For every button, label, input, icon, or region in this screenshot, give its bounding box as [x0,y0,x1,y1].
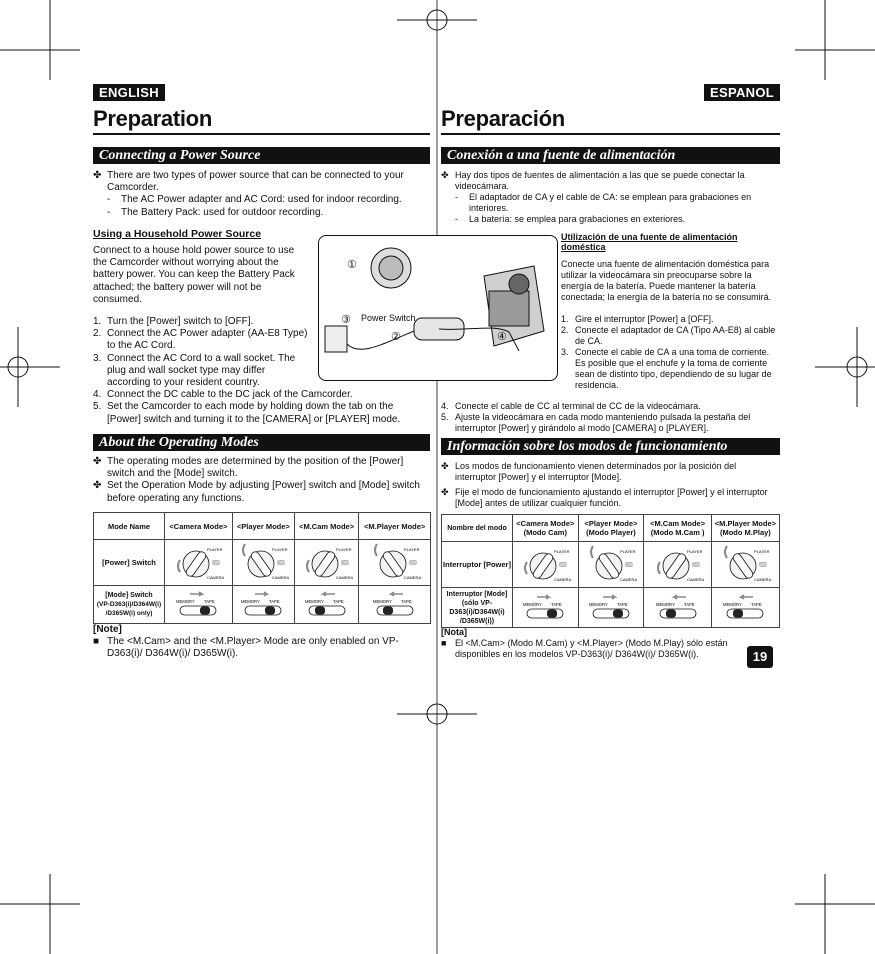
slider-graphic [369,590,421,618]
power-dial-icon [513,542,579,588]
dial-graphic [654,544,702,584]
slider-graphic [237,590,289,618]
table-header: Nombre del modo [442,515,513,542]
dial-label-camera: CAMERA [403,574,421,580]
note-label-english: [Note] [93,624,122,635]
steps-list-english: 1. Turn the [Power] switch to [OFF]. 2. Connect the AC Power adapter (AA-E8 Type) to the AC Cord. 3. Connect the AC Cord to a wall socket. The plug and wall socket type may differ according to your resident country. 4. Connect the DC cable to the DC jack of the Camcorder. 5. Set the Camcorder to each mode by holding down the tab on the [Power] switch and turning it to the [CAMERA] or [PLAYER] mode. [93,316,423,426]
dial-label-off: OFF [760,562,768,567]
slider-label-memory: MEMORY [655,601,675,607]
language-badge-english: ENGLISH [93,84,165,101]
bullet-icon: ✤ [93,456,102,467]
slider-label-memory: MEMORY [304,598,324,604]
conexion-intro: ✤ Hay dos tipos de fuentes de alimentación a las que se puede conectar la videocámara. - El adaptador de CA y el cable de CA: se emplean para grabaciones en interiores. - La batería: se emplea para grabaciones en exteriores. [441,170,779,225]
table-row-label: Interruptor [Mode] (sólo VP-D363(i)/D364W(i) /D365W(i)) [442,588,513,628]
slider-graphic [652,593,704,621]
note-text-english: ■ The <M.Cam> and the <M.Player> Mode are only enabled on VP-D363(i)/ D364W(i)/ D365W(i). [93,636,399,660]
table-header: <M.Player Mode> [359,513,431,540]
table-row-label: [Power] Switch [94,540,165,586]
table-header: <M.Cam Mode> (Modo M.Cam ) [644,515,711,542]
slider-label-memory: MEMORY [523,601,543,607]
list-item: The AC Power adapter and AC Cord: used for indoor recording. [121,194,402,206]
section-heading-modos: Información sobre los modos de funcionamiento [441,438,780,455]
dial-graphic [303,542,351,582]
section-heading-power-source: Connecting a Power Source [93,147,430,164]
subheading-domestica: Utilización de una fuente de alimentación doméstica [561,232,738,252]
title-rule-english [93,133,430,135]
bullet-icon: ✤ [93,170,102,181]
slider-graphic [519,593,571,621]
slider-label-memory: MEMORY [723,601,743,607]
step-4: Conecte el cable de CC al terminal de CC de la videocámara. [455,401,701,411]
page-title-english: Preparation [93,106,212,131]
step-5: Set the Camcorder to each mode by holding down the tab on the [Power] switch and turning it to the [CAMERA] or [PLAYER] mode. [107,401,401,425]
figure-number-3: ③ [341,314,351,326]
slider-graphic [719,593,771,621]
dial-label-off: OFF [625,562,633,567]
modes-bullets-spanish: ✤ Los modos de funcionamiento vienen determinados por la posición del interruptor [Power] y el interruptor [Mode]. ✤ Fije el modo de funcionamiento ajustando el interruptor [Power] y el interruptor [Mode] antes de utilizar cualquier función. [441,461,768,508]
table-row-label: Interruptor [Power] [442,542,513,588]
household-paragraph: Connect to a house hold power source to use the Camcorder without worrying about the battery power. You can keep the Battery Pack attached; the battery power will not be consumed. [93,245,295,305]
mode-slider-icon [513,588,579,628]
slider-label-tape: TAPE [332,598,344,604]
dial-label-camera: CAMERA [619,576,638,582]
dial-label-player: PLAYER [207,546,223,552]
mode-slider-icon [165,586,233,624]
dial-label-camera: CAMERA [686,576,704,582]
step-5: Ajuste la videocámara en cada modo manteniendo pulsada la pestaña del interruptor [Power] y girándolo al modo [CAMERA] o [PLAYER]. [455,412,751,433]
page-title-spanish: Preparación [441,106,565,131]
step-2: Conecte el adaptador de CA (Tipo AA-E8) al cable de CA. [575,325,776,346]
dial-label-player: PLAYER [619,548,636,554]
mode-slider-icon [294,586,358,624]
modes-table-spanish [441,514,780,628]
dial-label-player: PLAYER [554,548,570,554]
slider-label-memory: MEMORY [241,598,261,604]
bullet-icon: ✤ [93,480,102,492]
slider-label-tape: TAPE [400,598,412,604]
power-switch-label: Power Switch [361,313,416,323]
domestica-paragraph: Conecte una fuente de alimentación doméstica para utilizar la videocámara sin preocuparse sobre la energía de la batería. Puede mantener la batería conectada; la energía de la batería no se consumirá. [561,259,772,302]
dial-label-player: PLAYER [272,546,288,552]
dial-label-off: OFF [692,562,700,567]
list-item: The Battery Pack: used for outdoor recording. [121,206,324,218]
modes-bullets-english: ✤ The operating modes are determined by the position of the [Power] switch and the [Mode] switch. ✤ Set the Operation Mode by adjusting [Power] switch and [Mode] switch before operating any functions. [93,456,420,504]
table-header: <Player Mode> (Modo Player) [578,515,644,542]
dial-graphic [174,542,225,582]
slider-label-tape: TAPE [616,601,628,607]
dial-label-off: OFF [560,562,568,567]
step-4: Connect the DC cable to the DC jack of the Camcorder. [107,389,353,401]
slider-label-memory: MEMORY [176,598,196,604]
dial-label-camera: CAMERA [272,574,290,580]
list-item: El adaptador de CA y el cable de CA: se emplean para grabaciones en interiores. [469,192,752,213]
slider-label-tape: TAPE [551,601,562,607]
dial-graphic [587,544,638,584]
step-2: Connect the AC Power adapter (AA-E8 Type) to the AC Cord. [107,328,308,352]
table-header: Mode Name [94,513,165,540]
slider-graphic [585,593,637,621]
power-dial-icon [711,542,779,588]
step-1: Gire el interruptor [Power] a [OFF]. [575,314,714,324]
power-dial-icon [294,540,358,586]
slider-label-tape: TAPE [204,598,216,604]
dial-label-player: PLAYER [403,546,420,552]
dial-label-off: OFF [341,560,349,565]
table-row-label: [Mode] Switch [105,592,153,599]
slider-label-tape: TAPE [751,601,763,607]
slider-label-tape: TAPE [269,598,280,604]
dial-label-player: PLAYER [754,548,770,554]
subheading-household: Using a Household Power Source [93,228,262,240]
section-heading-conexion: Conexión a una fuente de alimentación [441,147,780,164]
table-header: <M.Cam Mode> [294,513,358,540]
bullet-icon: ✤ [441,487,449,497]
table-header: <M.Player Mode> (Modo M.Play) [711,515,779,542]
language-badge-spanish: ESPANOL [704,84,780,101]
title-rule-spanish [441,133,780,135]
slider-label-memory: MEMORY [588,601,608,607]
mode-slider-icon [578,588,644,628]
slider-label-tape: TAPE [683,601,695,607]
table-header: <Camera Mode> (Modo Cam) [513,515,579,542]
power-dial-icon [578,542,644,588]
mode-slider-icon [711,588,779,628]
mode-slider-icon [644,588,711,628]
mode-slider-icon [359,586,431,624]
dial-label-camera: CAMERA [554,576,572,582]
bullet-icon: ✤ [441,461,449,471]
dial-graphic [239,542,290,582]
page-number: 19 [747,646,773,668]
modes-table-english [93,512,431,624]
table-header: <Player Mode> [232,513,294,540]
slider-graphic [301,590,353,618]
steps-list-spanish: 1. Gire el interruptor [Power] a [OFF]. 2. Conecte el adaptador de CA (Tipo AA-E8) al cable de CA. 3. Conecte el cable de CA a una toma de corriente. Es posible que el enchufe y la toma de corriente sean de distinto tipo, dependiendo de su lugar de residencia. [561,314,779,391]
square-bullet-icon: ■ [441,638,447,648]
power-source-intro: ✤ There are two types of power source that can be connected to your Camcorder. - The AC Power adapter and AC Cord: used for indoor recording. - The Battery Pack: used for outdoor recording. [93,170,404,218]
slider-graphic [172,590,224,618]
note-label-spanish: [Nota] [441,627,467,637]
slider-label-memory: MEMORY [372,598,392,604]
dial-graphic [371,542,419,582]
list-item: La batería: se emplea para grabaciones en exteriores. [469,214,686,224]
power-dial-icon [359,540,431,586]
step-1: Turn the [Power] switch to [OFF]. [107,316,254,327]
mode-slider-icon [232,586,294,624]
table-row-sublabel: (VP-D363(i)/D364W(i) /D365W(i) only) [96,601,162,617]
bullet-icon: ✤ [441,170,449,180]
table-header: <Camera Mode> [165,513,233,540]
dial-graphic [721,544,772,584]
dial-label-camera: CAMERA [207,574,225,580]
steps-list-spanish-cont: 4. Conecte el cable de CC al terminal de CC de la videocámara. 5. Ajuste la videocámara en cada modo manteniendo pulsada la pestaña del interruptor [Power] y girándolo al modo [CAMERA] o [PLAYER]. [441,401,779,434]
power-dial-icon [232,540,294,586]
section-heading-operating-modes: About the Operating Modes [93,434,430,451]
figure-number-4: ④ [497,331,507,343]
dial-label-off: OFF [409,560,417,565]
figure-number-2: ② [391,331,401,343]
figure-number-1: ① [347,259,357,271]
dial-graphic [521,544,572,584]
note-text-spanish: ■ El <M.Cam> (Modo M.Cam) y <M.Player> (Modo M.Play) sólo están disponibles en los modelos VP-D363(i)/ D364W(i)/ D365W(i). [441,638,728,659]
power-connection-figure [318,235,558,381]
dial-label-off: OFF [278,560,286,565]
square-bullet-icon: ■ [93,636,100,647]
power-dial-icon [165,540,233,586]
step-3: Conecte el cable de CA a una toma de corriente. Es posible que el enchufe y la toma de corriente sean de distinto tipo, dependiendo de su lugar de residencia. [575,347,772,390]
dial-label-camera: CAMERA [754,576,772,582]
power-dial-icon [644,542,711,588]
dial-label-off: OFF [213,560,221,565]
dial-label-player: PLAYER [335,546,352,552]
dial-label-player: PLAYER [686,548,703,554]
step-3: Connect the AC Cord to a wall socket. The plug and wall socket type may differ according to your resident country. [107,352,296,389]
dial-label-camera: CAMERA [335,574,353,580]
